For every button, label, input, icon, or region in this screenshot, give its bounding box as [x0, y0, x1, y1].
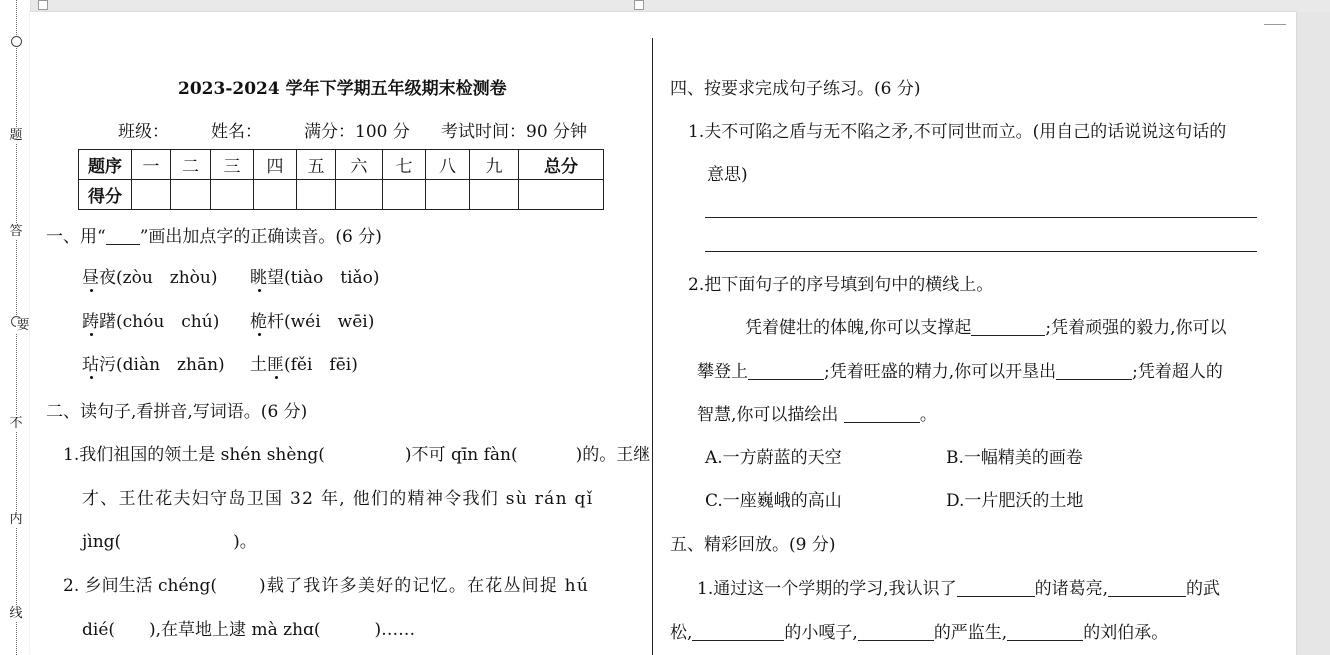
- s4-para-text: 智慧,你可以描绘出: [697, 405, 844, 425]
- pinyin-options[interactable]: 望(tiào tiǎo): [267, 268, 380, 288]
- option-a: A.一方蔚蓝的天空: [705, 448, 842, 468]
- plain-char: 土: [250, 355, 267, 375]
- s2-q1-line2: 才、王仕花夫妇守岛卫国 32 年, 他们的精神令我们 sù rán qǐ: [82, 489, 594, 509]
- s4-q2: 2.把下面句子的序号填到句中的横线上。: [688, 275, 994, 295]
- pinyin-item: [82, 307, 219, 332]
- score-cell: 一: [132, 150, 171, 180]
- info-exam-time: 考试时间：90 分钟: [441, 122, 588, 142]
- s4-para-text: 攀登上: [697, 362, 748, 382]
- binding-char: 要: [16, 318, 30, 333]
- s2-q1-text: )的。王继: [575, 445, 651, 465]
- score-input-cell[interactable]: [426, 180, 470, 210]
- page-corner-mark: [1264, 10, 1286, 25]
- answer-blank[interactable]: [971, 317, 1045, 336]
- binding-char: 题: [9, 128, 23, 143]
- answer-blank[interactable]: [1056, 361, 1132, 380]
- section-2-heading: 二、读句子,看拼音,写词语。(6 分): [46, 402, 308, 422]
- s2-q1-line1: [63, 440, 650, 465]
- dotted-char: 踌: [82, 307, 99, 332]
- s5-q1-line1: [697, 574, 1220, 599]
- s4-para-line2: [697, 357, 1223, 382]
- info-full-score: 满分：100 分: [304, 122, 410, 142]
- answer-blank[interactable]: [692, 622, 784, 641]
- exam-title: 2023-2024 学年下学期五年级期末检测卷: [178, 79, 507, 99]
- pinyin-options[interactable]: 污(diàn zhān): [99, 355, 225, 375]
- binding-char: 不: [9, 416, 23, 431]
- s5-q1-text: 松,: [670, 623, 693, 643]
- s5-q1-text: 的武: [1186, 579, 1221, 599]
- s2-q1-text: jìng(: [82, 532, 122, 552]
- score-input-cell[interactable]: [519, 180, 604, 210]
- score-input-cell[interactable]: [383, 180, 426, 210]
- pinyin-item: [250, 263, 380, 288]
- binding-char: 答: [9, 224, 23, 239]
- s4-q1-line1: 1.夫不可陷之盾与无不陷之矛,不可同世而立。(用自己的话说说这句话的: [688, 122, 1227, 142]
- s2-q1-text: 1.我们祖国的领土是 shén shèng(: [63, 445, 325, 465]
- answer-line[interactable]: [705, 217, 1257, 218]
- option-d: D.一片肥沃的土地: [946, 491, 1084, 511]
- binding-strip: [0, 0, 31, 655]
- binding-char: 内: [9, 512, 23, 527]
- answer-blank[interactable]: [1007, 622, 1083, 641]
- score-cell: 五: [297, 150, 336, 180]
- ruler-marker-center[interactable]: [634, 0, 644, 10]
- pinyin-options[interactable]: 躇(chóu chú): [99, 312, 220, 332]
- dotted-char: 匪: [267, 350, 284, 375]
- section-5-heading: 五、精彩回放。(9 分): [670, 535, 836, 555]
- score-input-cell[interactable]: [470, 180, 519, 210]
- score-cell: 得分: [79, 180, 132, 210]
- s2-q2-text: )载了我许多美好的记忆。在花丛间捉 hú: [259, 576, 589, 596]
- score-input-cell[interactable]: [254, 180, 297, 210]
- answer-blank[interactable]: [844, 404, 920, 423]
- s4-para-text: 。: [919, 405, 937, 425]
- s2-q2-text: ),在草地上逮 mà zhɑ(: [149, 620, 321, 640]
- s2-q2-text: dié(: [82, 620, 116, 640]
- dotted-char: 玷: [82, 350, 99, 375]
- s4-para-text: ;凭着超人的: [1132, 362, 1223, 382]
- s4-para-line3: [697, 400, 937, 425]
- option-c: C.一座巍峨的高山: [705, 491, 842, 511]
- answer-line[interactable]: [705, 251, 1257, 252]
- binding-hole: [11, 36, 22, 47]
- score-cell: 总分: [519, 150, 604, 180]
- s2-q1-line3: [82, 527, 257, 552]
- s5-q1-text: 的小嘎子,: [784, 623, 858, 643]
- score-cell: 二: [171, 150, 211, 180]
- s4-para-text: 凭着健壮的体魄,你可以支撑起: [745, 318, 972, 338]
- score-input-cell[interactable]: [297, 180, 336, 210]
- s4-para-text: ;凭着顽强的毅力,你可以: [1045, 318, 1227, 338]
- score-cell: 四: [254, 150, 297, 180]
- section-4-heading: 四、按要求完成句子练习。(6 分): [670, 79, 921, 99]
- section-1-heading-a: 一、用“: [46, 227, 106, 247]
- score-table-header-row: [79, 150, 604, 180]
- score-input-cell[interactable]: [211, 180, 254, 210]
- pinyin-item: [250, 307, 374, 332]
- s5-q1-text: 的刘伯承。: [1083, 623, 1169, 643]
- score-table-score-row: [79, 180, 604, 210]
- s4-q1-line2: 意思): [707, 165, 748, 185]
- s4-para-text: ;凭着旺盛的精力,你可以开垦出: [824, 362, 1057, 382]
- score-input-cell[interactable]: [336, 180, 383, 210]
- s5-q1-text: 的诸葛亮,: [1034, 579, 1109, 599]
- binding-char: 线: [9, 606, 23, 621]
- section-1-heading: [46, 222, 382, 247]
- score-cell: 七: [383, 150, 426, 180]
- score-input-cell[interactable]: [171, 180, 211, 210]
- s5-q1-text: 1.通过这一个学期的学习,我认识了: [697, 579, 957, 599]
- answer-blank[interactable]: [1108, 578, 1186, 597]
- s4-para-line1: [745, 313, 1227, 338]
- dotted-char: 桅: [250, 307, 267, 332]
- score-cell: 八: [426, 150, 470, 180]
- column-divider: [652, 38, 653, 655]
- s2-q1-text: )。: [233, 532, 257, 552]
- score-table: [78, 149, 604, 210]
- pinyin-item: [250, 350, 358, 375]
- score-cell: 三: [211, 150, 254, 180]
- section-1-heading-b: ”画出加点字的正确读音。(6 分): [139, 227, 382, 247]
- s2-q2-text: 2. 乡间生活 chéng(: [63, 576, 218, 596]
- s2-q2-text: )……: [374, 620, 416, 640]
- s5-q1-line2: [670, 618, 1168, 643]
- pinyin-item: [82, 350, 225, 375]
- pinyin-options[interactable]: 夜(zòu zhòu): [99, 268, 218, 288]
- score-input-cell[interactable]: [132, 180, 171, 210]
- score-cell: 六: [336, 150, 383, 180]
- score-cell: 题序: [79, 150, 132, 180]
- answer-blank[interactable]: [957, 578, 1035, 597]
- dotted-char: 眺: [250, 263, 267, 288]
- answer-blank[interactable]: [106, 226, 140, 245]
- pinyin-options[interactable]: (fěi fēi): [284, 355, 358, 375]
- ruler-marker-left[interactable]: [38, 0, 48, 10]
- s5-q1-text: 的严监生,: [933, 623, 1008, 643]
- answer-blank[interactable]: [748, 361, 824, 380]
- dotted-char: 昼: [82, 263, 99, 288]
- pinyin-options[interactable]: 杆(wéi wēi): [267, 312, 375, 332]
- top-ruler: [0, 0, 1330, 12]
- s2-q2-line1: [63, 571, 589, 596]
- s2-q1-text: )不可 qīn fàn(: [404, 445, 518, 465]
- answer-blank[interactable]: [858, 622, 934, 641]
- info-name: 姓名：: [211, 122, 262, 142]
- score-cell: 九: [470, 150, 519, 180]
- s2-q2-line2: [82, 615, 415, 640]
- pinyin-item: [82, 263, 218, 288]
- option-b: B.一幅精美的画卷: [946, 448, 1083, 468]
- info-class: 班级：: [118, 122, 169, 142]
